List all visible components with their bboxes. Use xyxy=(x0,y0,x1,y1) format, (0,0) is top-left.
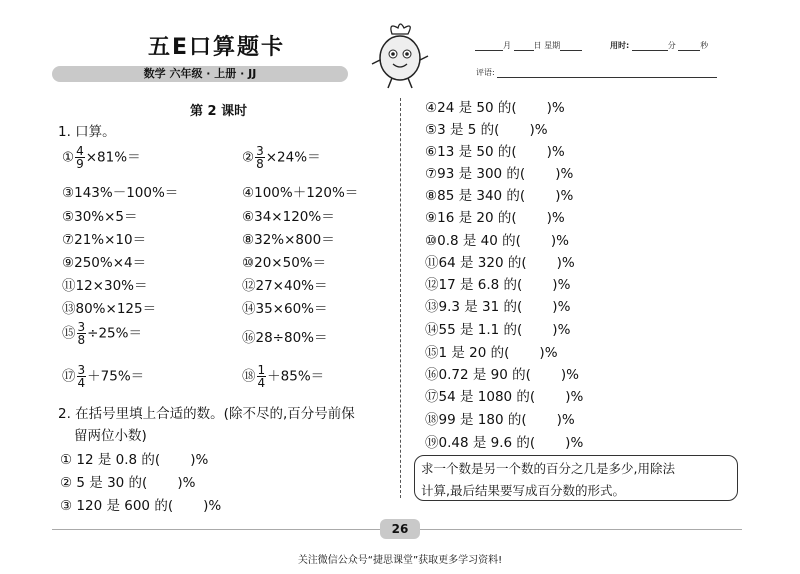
page-number: 26 xyxy=(380,519,420,539)
q1-item: ⑤30%×5＝ xyxy=(62,209,138,225)
q2-item: ⑲0.48 是 9.6 的( )% xyxy=(425,435,584,451)
tip-line: 求一个数是另一个数的百分之几是多少,用除法 xyxy=(421,461,675,476)
q1-item: ⑱ $\frac{1}{4}$ ＋85%＝ xyxy=(242,363,325,390)
q1-item: ④100%＋120%＝ xyxy=(242,185,359,201)
minutes-blank[interactable] xyxy=(632,41,668,51)
q1-item: ⑪12×30%＝ xyxy=(62,278,148,294)
day-blank[interactable] xyxy=(514,41,534,51)
lesson-title: 第 2 课时 xyxy=(190,104,248,119)
date-fields: 月 日 星期 xyxy=(475,40,582,51)
q2-item: ⑩0.8 是 40 的( )% xyxy=(425,233,570,249)
q2-item: ③ 120 是 600 的( )% xyxy=(60,498,222,514)
q2-item: ⑤3 是 5 的( )% xyxy=(425,122,548,138)
q1-item: ⑫27×40%＝ xyxy=(242,278,328,294)
q2-item: ⑭55 是 1.1 的( )% xyxy=(425,322,571,338)
q2-item: ⑪64 是 320 的( )% xyxy=(425,255,575,271)
q2-item: ⑰54 是 1080 的( )% xyxy=(425,389,584,405)
q1-item: ⑯28÷80%＝ xyxy=(242,330,328,346)
q2-item: ⑧85 是 340 的( )% xyxy=(425,188,574,204)
q1-item: ⑬80%×125＝ xyxy=(62,301,157,317)
card-title: 五E口算题卡 xyxy=(148,35,286,60)
q1-item: ⑥34×120%＝ xyxy=(242,209,335,225)
q2-item: ② 5 是 30 的( )% xyxy=(60,475,196,491)
tip-box xyxy=(414,455,738,501)
seconds-blank[interactable] xyxy=(678,41,700,51)
q2-item: ⑯0.72 是 90 的( )% xyxy=(425,367,579,383)
q1-item: ⑰ $\frac{3}{4}$ ＋75%＝ xyxy=(62,363,145,390)
tip-line: 计算,最后结果要写成百分数的形式。 xyxy=(421,483,625,498)
mascot-icon xyxy=(368,20,432,96)
q2-item: ① 12 是 0.8 的( )% xyxy=(60,452,209,468)
q2-item: ⑬9.3 是 31 的( )% xyxy=(425,299,571,315)
card-subtitle: 数学 六年级 · 上册 · JJ xyxy=(52,66,348,82)
q1-item: ⑦21%×10＝ xyxy=(62,232,147,248)
weekday-blank[interactable] xyxy=(560,41,582,51)
q2-item: ⑨16 是 20 的( )% xyxy=(425,210,565,226)
q1-item: ③143%－100%＝ xyxy=(62,185,179,201)
time-fields: 用时: 分 秒 xyxy=(610,41,709,50)
q1-label: 1. 口算。 xyxy=(58,124,116,140)
comment-blank[interactable] xyxy=(497,68,717,78)
q2-item: ⑦93 是 300 的( )% xyxy=(425,166,574,182)
q2-item: ⑥13 是 50 的( )% xyxy=(425,144,565,160)
q1-item: ① $\frac{4}{9}$ ×81%＝ xyxy=(62,144,141,171)
column-divider xyxy=(400,98,401,498)
q2-label-cont: 留两位小数) xyxy=(74,428,147,444)
q1-item: ⑩20×50%＝ xyxy=(242,255,327,271)
q2-item: ⑱99 是 180 的( )% xyxy=(425,412,575,428)
q1-item: ⑧32%×800＝ xyxy=(242,232,335,248)
q1-item: ⑭35×60%＝ xyxy=(242,301,328,317)
q2-item: ⑮1 是 20 的( )% xyxy=(425,345,558,361)
q2-item: ⑫17 是 6.8 的( )% xyxy=(425,277,571,293)
footer-text: 关注微信公众号“捷思课堂”获取更多学习资料! xyxy=(297,555,503,566)
q2-item: ④24 是 50 的( )% xyxy=(425,100,565,116)
q2-label: 2. 在括号里填上合适的数。(除不尽的,百分号前保 xyxy=(58,406,355,422)
comment-field: 评语: xyxy=(476,67,717,78)
q1-item: ⑮ $\frac{3}{8}$ ÷25%＝ xyxy=(62,320,142,347)
q1-item: ② $\frac{3}{8}$ ×24%＝ xyxy=(242,144,321,171)
month-blank[interactable] xyxy=(475,41,503,51)
q1-item: ⑨250%×4＝ xyxy=(62,255,147,271)
